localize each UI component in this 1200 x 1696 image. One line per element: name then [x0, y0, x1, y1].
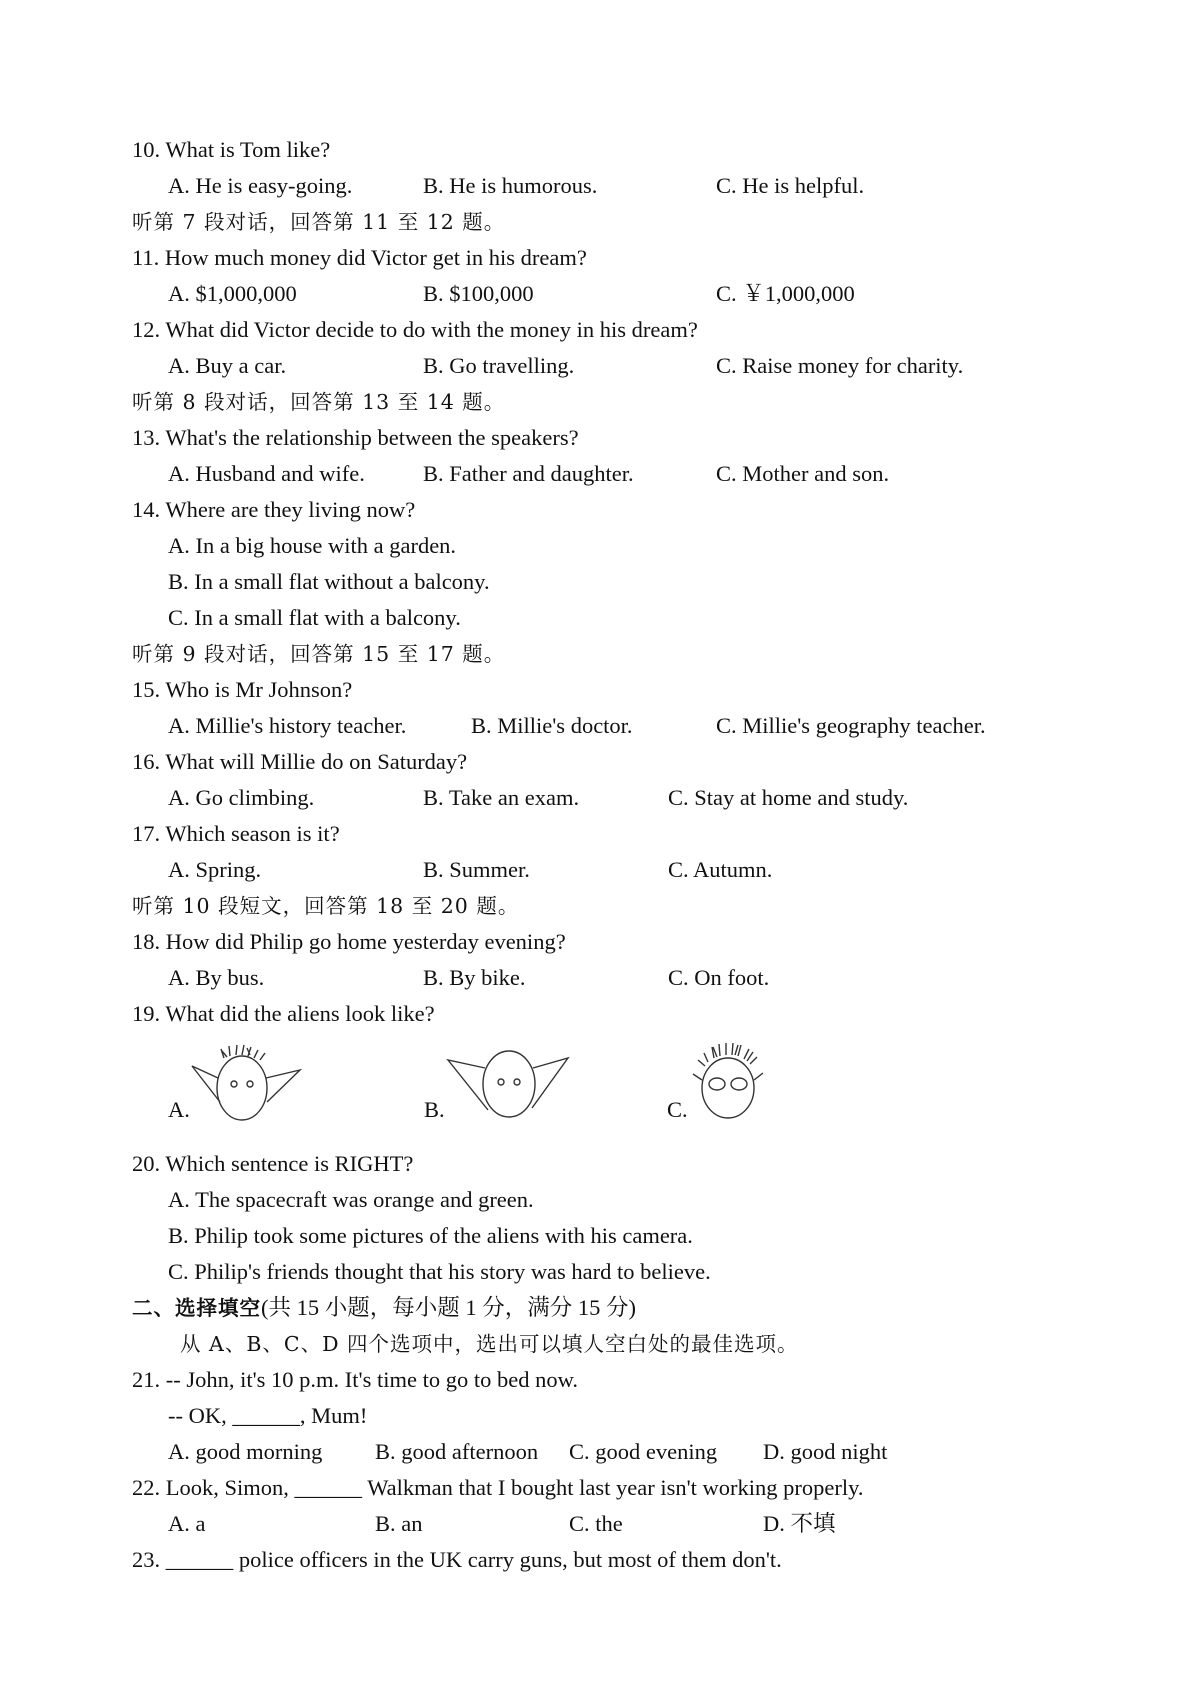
section-instruction: 从 A、B、C、D 四个选项中，选出可以填人空白处的最佳选项。 [180, 1332, 799, 1356]
option-a: A. Buy a car. [168, 353, 287, 378]
option-d: D. 不填 [763, 1511, 836, 1536]
option-a: A. He is easy-going. [168, 173, 353, 198]
option-b-label: B. [424, 1097, 445, 1122]
option-a: A. Spring. [168, 857, 262, 882]
option-c: C. good evening [569, 1439, 718, 1464]
section-instruction-7: 听第 7 段对话，回答第 11 至 12 题。 [132, 210, 506, 234]
section-scoring: (共 15 小题，每小题 1 分，满分 15 分) [261, 1295, 636, 1320]
option-a: A. Go climbing. [168, 785, 315, 810]
option-b: B. Millie's doctor. [471, 713, 633, 738]
option-a: A. a [168, 1511, 206, 1536]
option-a: A. good morning [168, 1439, 323, 1464]
question-13: 13. What's the relationship between the speakers? [132, 425, 579, 450]
question-11: 11. How much money did Victor get in his dream? [132, 245, 587, 270]
option-c: C. On foot. [668, 965, 770, 990]
question-19: 19. What did the aliens look like? [132, 1001, 435, 1026]
question-18: 18. How did Philip go home yesterday evening? [132, 929, 566, 954]
option-a: A. $1,000,000 [168, 281, 297, 306]
option-c: C. Autumn. [668, 857, 773, 882]
question-22: 22. Look, Simon, ______ Walkman that I bought last year isn't working properly. [132, 1475, 864, 1500]
option-a: A. Husband and wife. [168, 461, 365, 486]
section-title: 二、选择填空 [132, 1296, 261, 1320]
question-23: 23. ______ police officers in the UK carry guns, but most of them don't. [132, 1547, 782, 1572]
option-c: C. Millie's geography teacher. [716, 713, 986, 738]
option-c: C. Mother and son. [716, 461, 890, 486]
option-a: A. In a big house with a garden. [168, 533, 457, 558]
option-b: B. Summer. [423, 857, 530, 882]
option-c: C. He is helpful. [716, 173, 865, 198]
question-14: 14. Where are they living now? [132, 497, 416, 522]
option-b: B. good afternoon [375, 1439, 539, 1464]
question-20: 20. Which sentence is RIGHT? [132, 1151, 414, 1176]
option-a: A. By bus. [168, 965, 265, 990]
option-b: B. an [375, 1511, 423, 1536]
question-15: 15. Who is Mr Johnson? [132, 677, 353, 702]
option-b: B. In a small flat without a balcony. [168, 569, 490, 594]
option-a-label: A. [168, 1097, 190, 1122]
question-12: 12. What did Victor decide to do with the money in his dream? [132, 317, 698, 342]
option-b: B. $100,000 [423, 281, 534, 306]
question-17: 17. Which season is it? [132, 821, 340, 846]
section-instruction-8: 听第 8 段对话，回答第 13 至 14 题。 [132, 390, 506, 414]
option-a: A. Millie's history teacher. [168, 713, 407, 738]
option-c-label: C. [667, 1097, 688, 1122]
question-10: 10. What is Tom like? [132, 137, 331, 162]
option-b: B. Go travelling. [423, 353, 575, 378]
option-b: B. By bike. [423, 965, 526, 990]
option-b: B. Father and daughter. [423, 461, 634, 486]
question-21: 21. -- John, it's 10 p.m. It's time to go to bed now. [132, 1367, 579, 1392]
question-21-reply: -- OK, ______, Mum! [168, 1403, 368, 1428]
section-instruction-10: 听第 10 段短文，回答第 18 至 20 题。 [132, 894, 520, 918]
option-c: C. Raise money for charity. [716, 353, 964, 378]
option-d: D. good night [763, 1439, 888, 1464]
alien-b-figure [446, 1040, 576, 1130]
option-c: C. In a small flat with a balcony. [168, 605, 461, 630]
option-c: C. Philip's friends thought that his story was hard to believe. [168, 1259, 711, 1284]
section-heading [132, 1290, 636, 1326]
option-a: A. The spacecraft was orange and green. [168, 1187, 534, 1212]
option-b: B. Take an exam. [423, 785, 580, 810]
alien-a-figure [190, 1040, 310, 1130]
option-b: B. He is humorous. [423, 173, 598, 198]
option-c: C. ￥1,000,000 [716, 281, 855, 306]
section-instruction-9: 听第 9 段对话，回答第 15 至 17 题。 [132, 642, 506, 666]
option-b: B. Philip took some pictures of the aliens with his camera. [168, 1223, 693, 1248]
question-16: 16. What will Millie do on Saturday? [132, 749, 468, 774]
option-c: C. the [569, 1511, 623, 1536]
option-c: C. Stay at home and study. [668, 785, 909, 810]
alien-c-figure [688, 1036, 768, 1126]
